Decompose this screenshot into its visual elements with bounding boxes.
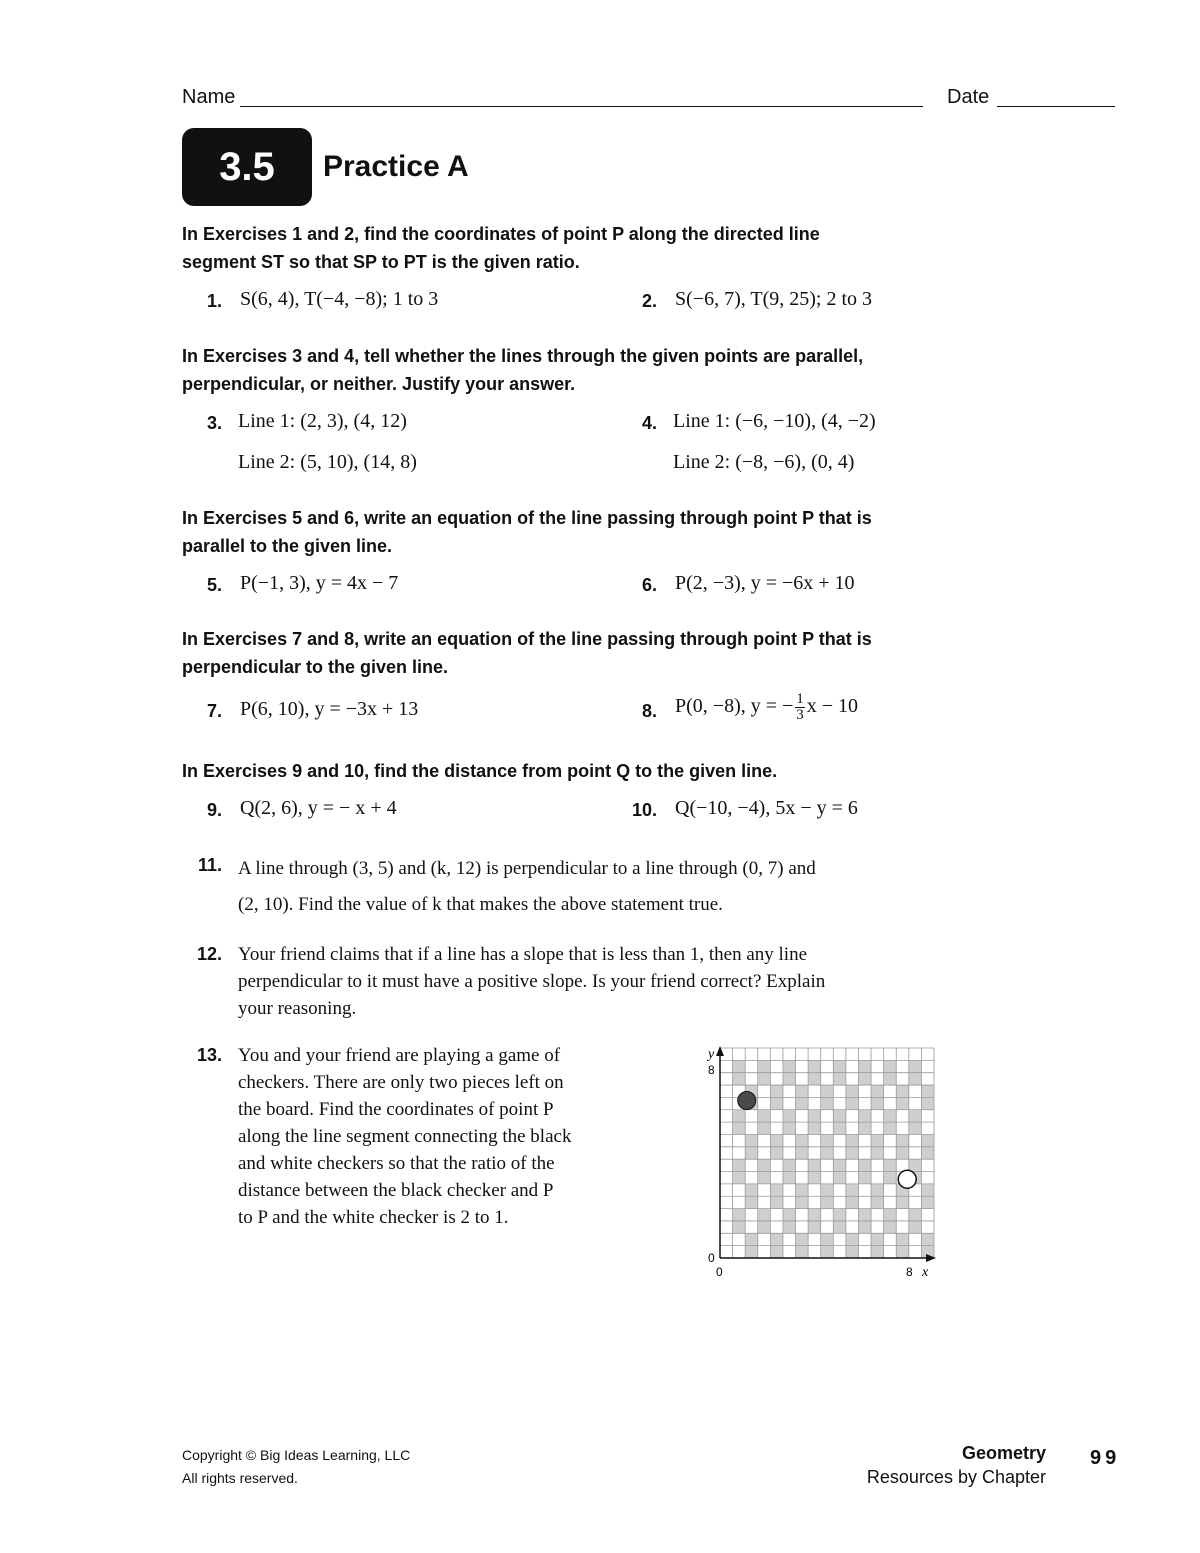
shaded-square (745, 1246, 758, 1258)
shaded-square (833, 1221, 846, 1233)
shaded-square (846, 1233, 859, 1245)
exercise-3-number: 3. (206, 413, 222, 433)
shaded-square (858, 1073, 871, 1085)
black-checker (738, 1092, 756, 1110)
shaded-square (783, 1221, 796, 1233)
instructions-3-line-2: parallel to the given line. (182, 536, 393, 556)
instructions-2-line-1: In Exercises 3 and 4, tell whether the lines through the given points are parallel, (182, 346, 864, 366)
shaded-square (833, 1073, 846, 1085)
shaded-square (858, 1060, 871, 1072)
exercise-7: P(6, 10), y = −3x + 13 (240, 698, 419, 720)
shaded-square (871, 1134, 884, 1146)
y-axis-min-label: 0 (708, 1251, 715, 1265)
exercise-13-line-6: distance between the black checker and P (238, 1180, 554, 1201)
shaded-square (921, 1085, 934, 1097)
shaded-square (770, 1097, 783, 1109)
x-axis-label: x (922, 1265, 929, 1280)
shaded-square (884, 1209, 897, 1221)
shaded-square (821, 1147, 834, 1159)
exercise-12-line-3: your reasoning. (238, 998, 357, 1019)
exercise-8-fraction-numerator: 1 (796, 691, 804, 707)
shaded-square (770, 1147, 783, 1159)
shaded-square (909, 1073, 922, 1085)
exercise-12-number: 12. (196, 944, 222, 964)
instructions-3 (182, 504, 962, 560)
exercise-8-fraction (795, 692, 805, 723)
shaded-square (921, 1233, 934, 1245)
shaded-square (758, 1073, 771, 1085)
shaded-square (733, 1073, 746, 1085)
exercise-6-number: 6. (641, 575, 657, 595)
shaded-square (758, 1159, 771, 1171)
exercise-13-line-3: the board. Find the coordinates of point P (238, 1099, 554, 1120)
shaded-square (858, 1221, 871, 1233)
shaded-square (871, 1097, 884, 1109)
shaded-square (884, 1110, 897, 1122)
instructions-4-line-2: perpendicular to the given line. (182, 657, 449, 677)
shaded-square (733, 1060, 746, 1072)
shaded-square (770, 1196, 783, 1208)
exercise-3-line-1: Line 1: (2, 3), (4, 12) (238, 410, 407, 432)
shaded-square (733, 1159, 746, 1171)
shaded-square (796, 1233, 809, 1245)
exercise-10: Q(−10, −4), 5x − y = 6 (675, 797, 858, 819)
exercise-11-line-2: (2, 10). Find the value of k that makes the above statement true. (238, 894, 723, 915)
shaded-square (846, 1085, 859, 1097)
shaded-square (758, 1221, 771, 1233)
exercise-13-line-5: and white checkers so that the ratio of the (238, 1153, 555, 1174)
exercise-7-number: 7. (206, 701, 222, 721)
page-title: Practice A (323, 150, 469, 183)
exercise-13-line-4: along the line segment connecting the black (238, 1126, 572, 1147)
shaded-square (733, 1110, 746, 1122)
exercise-8 (675, 692, 858, 723)
shaded-square (733, 1172, 746, 1184)
shaded-square (808, 1122, 821, 1134)
shaded-square (745, 1233, 758, 1245)
shaded-square (808, 1209, 821, 1221)
exercise-2-number: 2. (641, 291, 657, 311)
shaded-square (796, 1134, 809, 1146)
exercise-11-line-1: A line through (3, 5) and (k, 12) is perpendicular to a line through (0, 7) and (238, 858, 816, 879)
shaded-square (909, 1209, 922, 1221)
shaded-square (896, 1147, 909, 1159)
shaded-square (909, 1110, 922, 1122)
exercise-12 (238, 941, 958, 1022)
shaded-square (758, 1122, 771, 1134)
shaded-square (871, 1184, 884, 1196)
shaded-square (846, 1147, 859, 1159)
exercise-13-number: 13. (196, 1045, 222, 1065)
section-number: 3.5 (219, 144, 275, 189)
y-axis-max-label: 8 (708, 1063, 715, 1077)
shaded-square (858, 1209, 871, 1221)
shaded-square (896, 1246, 909, 1258)
exercise-13-line-7: to P and the white checker is 2 to 1. (238, 1207, 509, 1228)
shaded-square (796, 1196, 809, 1208)
shaded-square (858, 1110, 871, 1122)
exercise-9: Q(2, 6), y = − x + 4 (240, 797, 397, 819)
instructions-3-line-1: In Exercises 5 and 6, write an equation of the line passing through point P that is (182, 508, 872, 528)
date-field-line[interactable] (997, 106, 1115, 107)
rights-reserved: All rights reserved. (182, 1470, 298, 1486)
name-field-line[interactable] (240, 106, 923, 107)
exercise-13-line-2: checkers. There are only two pieces left on (238, 1072, 564, 1093)
shaded-square (871, 1147, 884, 1159)
exercise-9-number: 9. (206, 800, 222, 820)
exercise-8-fraction-denominator: 3 (796, 707, 804, 723)
shaded-square (846, 1246, 859, 1258)
shaded-square (770, 1233, 783, 1245)
shaded-square (796, 1246, 809, 1258)
shaded-square (871, 1246, 884, 1258)
instructions-1-line-1: In Exercises 1 and 2, find the coordinates of point P along the directed line (182, 224, 820, 244)
shaded-square (796, 1184, 809, 1196)
exercise-13-line-1: You and your friend are playing a game of (238, 1045, 561, 1066)
book-subtitle: Resources by Chapter (866, 1467, 1046, 1487)
shaded-square (758, 1172, 771, 1184)
y-axis-arrow (716, 1046, 724, 1056)
x-axis-max-label: 8 (906, 1265, 913, 1279)
shaded-square (858, 1122, 871, 1134)
exercise-5-number: 5. (206, 575, 222, 595)
shaded-square (783, 1122, 796, 1134)
x-axis-min-label: 0 (716, 1265, 723, 1279)
shaded-square (921, 1147, 934, 1159)
instructions-5 (182, 757, 962, 785)
instructions-1 (182, 220, 962, 276)
shaded-square (796, 1097, 809, 1109)
shaded-square (884, 1122, 897, 1134)
shaded-square (770, 1134, 783, 1146)
instructions-4 (182, 625, 962, 681)
exercise-1: S(6, 4), T(−4, −8); 1 to 3 (240, 288, 439, 310)
exercise-8-suffix: x − 10 (806, 695, 859, 718)
shaded-square (733, 1221, 746, 1233)
instructions-2-line-2: perpendicular, or neither. Justify your answer. (182, 374, 576, 394)
exercise-4-line-2: Line 2: (−8, −6), (0, 4) (673, 451, 855, 473)
shaded-square (821, 1097, 834, 1109)
shaded-square (921, 1097, 934, 1109)
shaded-square (783, 1073, 796, 1085)
shaded-square (909, 1122, 922, 1134)
shaded-square (758, 1209, 771, 1221)
exercise-10-number: 10. (631, 800, 657, 820)
shaded-square (733, 1209, 746, 1221)
shaded-square (745, 1134, 758, 1146)
shaded-square (808, 1172, 821, 1184)
exercise-4-number: 4. (641, 413, 657, 433)
instructions-2 (182, 342, 962, 398)
instructions-4-line-1: In Exercises 7 and 8, write an equation of the line passing through point P that is (182, 629, 872, 649)
shaded-square (909, 1221, 922, 1233)
shaded-square (770, 1085, 783, 1097)
white-checker (898, 1170, 916, 1188)
exercise-8-prefix: P(0, −8), y = − (675, 695, 794, 718)
exercise-5: P(−1, 3), y = 4x − 7 (240, 572, 399, 594)
y-axis-label: y (708, 1047, 715, 1062)
shaded-square (846, 1184, 859, 1196)
shaded-square (884, 1060, 897, 1072)
checkerboard-graph (700, 1040, 950, 1285)
shaded-square (846, 1097, 859, 1109)
shaded-square (896, 1134, 909, 1146)
shaded-square (821, 1085, 834, 1097)
exercise-11 (238, 851, 958, 923)
shaded-square (833, 1122, 846, 1134)
shaded-square (733, 1122, 746, 1134)
exercise-12-line-1: Your friend claims that if a line has a slope that is less than 1, then any line (238, 944, 808, 965)
section-number-badge (182, 128, 312, 206)
shaded-square (884, 1073, 897, 1085)
shaded-square (833, 1172, 846, 1184)
shaded-square (833, 1110, 846, 1122)
shaded-square (871, 1196, 884, 1208)
shaded-square (783, 1159, 796, 1171)
shaded-square (808, 1060, 821, 1072)
shaded-square (921, 1196, 934, 1208)
exercise-4-line-1: Line 1: (−6, −10), (4, −2) (673, 410, 876, 432)
shaded-square (909, 1060, 922, 1072)
shaded-square (796, 1147, 809, 1159)
shaded-square (833, 1209, 846, 1221)
exercise-12-line-2: perpendicular to it must have a positive slope. Is your friend correct? Explain (238, 971, 826, 992)
instructions-1-line-2: segment ST so that SP to PT is the given ratio. (182, 252, 580, 272)
page-number: 99 (1090, 1447, 1121, 1469)
book-title: Geometry (961, 1443, 1046, 1463)
shaded-square (821, 1233, 834, 1245)
shaded-square (896, 1196, 909, 1208)
shaded-square (833, 1060, 846, 1072)
shaded-square (884, 1159, 897, 1171)
exercise-3-line-2: Line 2: (5, 10), (14, 8) (238, 451, 417, 473)
shaded-square (808, 1221, 821, 1233)
date-label: Date (947, 86, 990, 108)
shaded-square (871, 1233, 884, 1245)
shaded-square (921, 1184, 934, 1196)
shaded-square (783, 1060, 796, 1072)
shaded-square (783, 1110, 796, 1122)
shaded-square (796, 1085, 809, 1097)
shaded-square (896, 1233, 909, 1245)
shaded-square (745, 1147, 758, 1159)
shaded-square (758, 1110, 771, 1122)
shaded-square (884, 1172, 897, 1184)
shaded-square (821, 1134, 834, 1146)
shaded-square (846, 1134, 859, 1146)
shaded-square (871, 1085, 884, 1097)
instructions-5-line-1: In Exercises 9 and 10, find the distance from point Q to the given line. (182, 761, 778, 781)
exercise-13 (238, 1042, 638, 1231)
shaded-square (808, 1110, 821, 1122)
shaded-square (808, 1073, 821, 1085)
exercise-2: S(−6, 7), T(9, 25); 2 to 3 (675, 288, 873, 310)
exercise-8-number: 8. (641, 701, 657, 721)
copyright: Copyright © Big Ideas Learning, LLC (182, 1447, 411, 1463)
name-label: Name (182, 86, 236, 108)
shaded-square (884, 1221, 897, 1233)
shaded-square (783, 1209, 796, 1221)
shaded-square (783, 1172, 796, 1184)
shaded-square (808, 1159, 821, 1171)
shaded-square (821, 1184, 834, 1196)
shaded-square (846, 1196, 859, 1208)
exercise-6: P(2, −3), y = −6x + 10 (675, 572, 855, 594)
shaded-square (858, 1172, 871, 1184)
shaded-square (896, 1097, 909, 1109)
shaded-square (896, 1085, 909, 1097)
shaded-square (921, 1134, 934, 1146)
shaded-square (758, 1060, 771, 1072)
shaded-square (770, 1246, 783, 1258)
shaded-square (858, 1159, 871, 1171)
exercise-11-number: 11. (197, 855, 222, 875)
exercise-1-number: 1. (206, 291, 222, 311)
shaded-square (770, 1184, 783, 1196)
shaded-square (745, 1184, 758, 1196)
shaded-square (833, 1159, 846, 1171)
shaded-square (909, 1159, 922, 1171)
shaded-square (745, 1196, 758, 1208)
shaded-square (821, 1196, 834, 1208)
shaded-square (821, 1246, 834, 1258)
